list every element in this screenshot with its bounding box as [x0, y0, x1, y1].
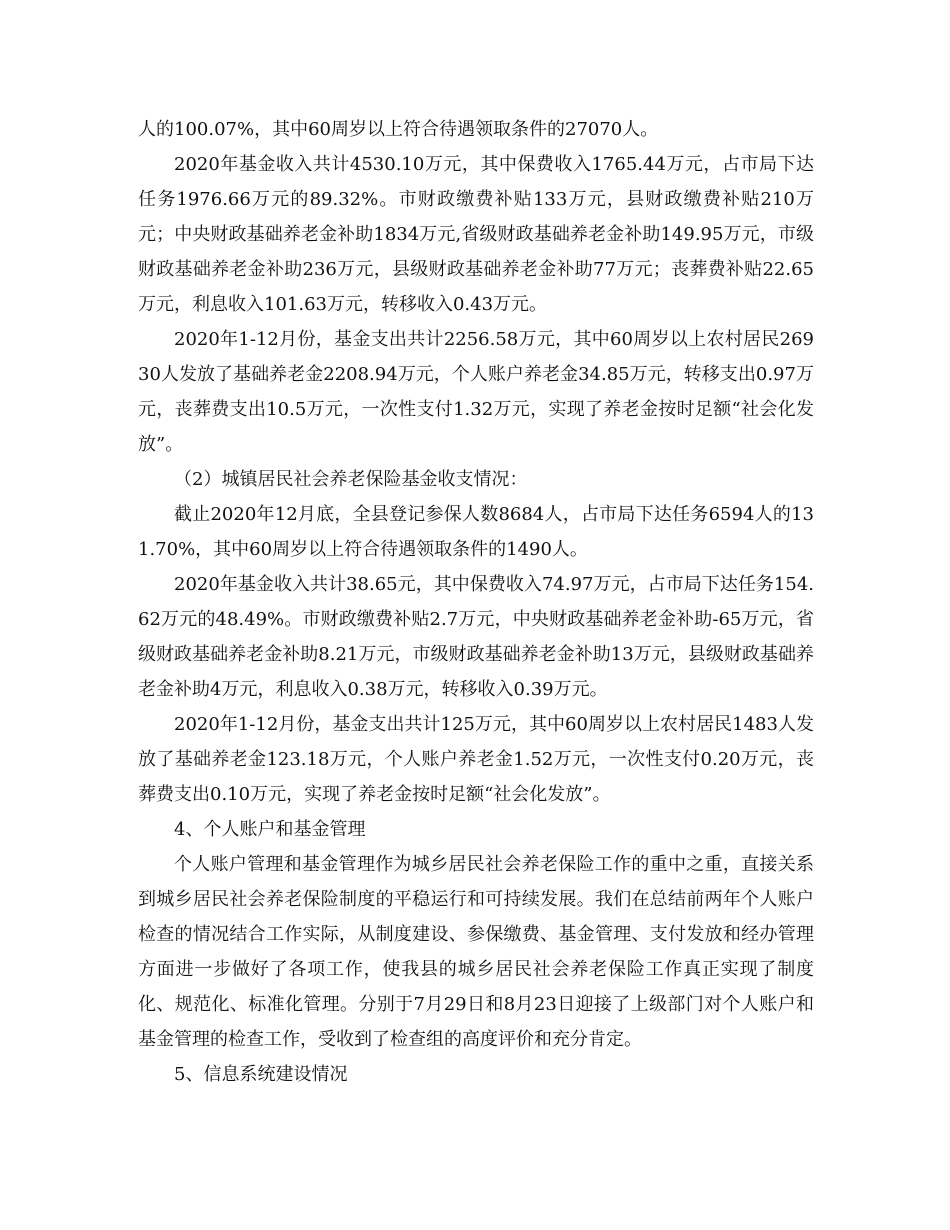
paragraph-urban-enrollment: 截止2020年12月底，全县登记参保人数8684人，占市局下达任务6594人的131.70%，其中60周岁以上符合待遇领取条件的1490人。 [138, 504, 814, 560]
paragraph-urban-fund-expenditure: 2020年1-12月份，基金支出共计125万元，其中60周岁以上农村居民1483人发放了基础养老金123.18万元，个人账户养老金1.52万元，一次性支付0.20万元，丧葬费支出0.10万元，实现了养老金按时足额“社会化发放”。 [138, 714, 814, 805]
section-heading-account-management: 4、个人账户和基金管理 [174, 819, 366, 840]
paragraph-rural-fund-income: 2020年基金收入共计4530.10万元，其中保费收入1765.44万元，占市局下达任务1976.66万元的89.32%。市财政缴费补贴133万元，县财政缴费补贴210万元；中央财政基础养老金补助1834万元,省级财政基础养老金补助149.95万元，市级财政基础养老金补助236万元，县级财政基础养老金补助77万元；丧葬费补贴22.65万元，利息收入101.63万元，转移收入0.43万元。 [138, 154, 814, 315]
section-heading-information-system: 5、信息系统建设情况 [174, 1064, 348, 1085]
paragraph-urban-fund-income: 2020年基金收入共计38.65元，其中保费收入74.97万元，占市局下达任务154.62万元的48.49%。市财政缴费补贴2.7万元，中央财政基础养老金补助-65万元，省级财政基础养老金补助8.21万元，市级财政基础养老金补助13万元，县级财政基础养老金补助4万元，利息收入0.38万元，转移收入0.39万元。 [138, 574, 814, 700]
paragraph-rural-fund-expenditure: 2020年1-12月份，基金支出共计2256.58万元，其中60周岁以上农村居民26930人发放了基础养老金2208.94万元，个人账户养老金34.85万元，转移支出0.97万元，丧葬费支出10.5万元，一次性支付1.32万元，实现了养老金按时足额“社会化发放”。 [138, 329, 814, 455]
document-body [138, 112, 814, 1092]
paragraph-account-management: 个人账户管理和基金管理作为城乡居民社会养老保险工作的重中之重，直接关系到城乡居民社会养老保险制度的平稳运行和可持续发展。我们在总结前两年个人账户检查的情况结合工作实际，从制度建设、参保缴费、基金管理、支付发放和经办管理方面进一步做好了各项工作，使我县的城乡居民社会养老保险工作真正实现了制度化、规范化、标准化管理。分别于7月29日和8月23日迎接了上级部门对个人账户和基金管理的检查工作，受收到了检查组的高度评价和充分肯定。 [138, 854, 814, 1050]
subheading-urban-fund: （2）城镇居民社会养老保险基金收支情况： [174, 469, 528, 490]
paragraph-continuation: 人的100.07%，其中60周岁以上符合待遇领取条件的27070人。 [138, 119, 659, 140]
